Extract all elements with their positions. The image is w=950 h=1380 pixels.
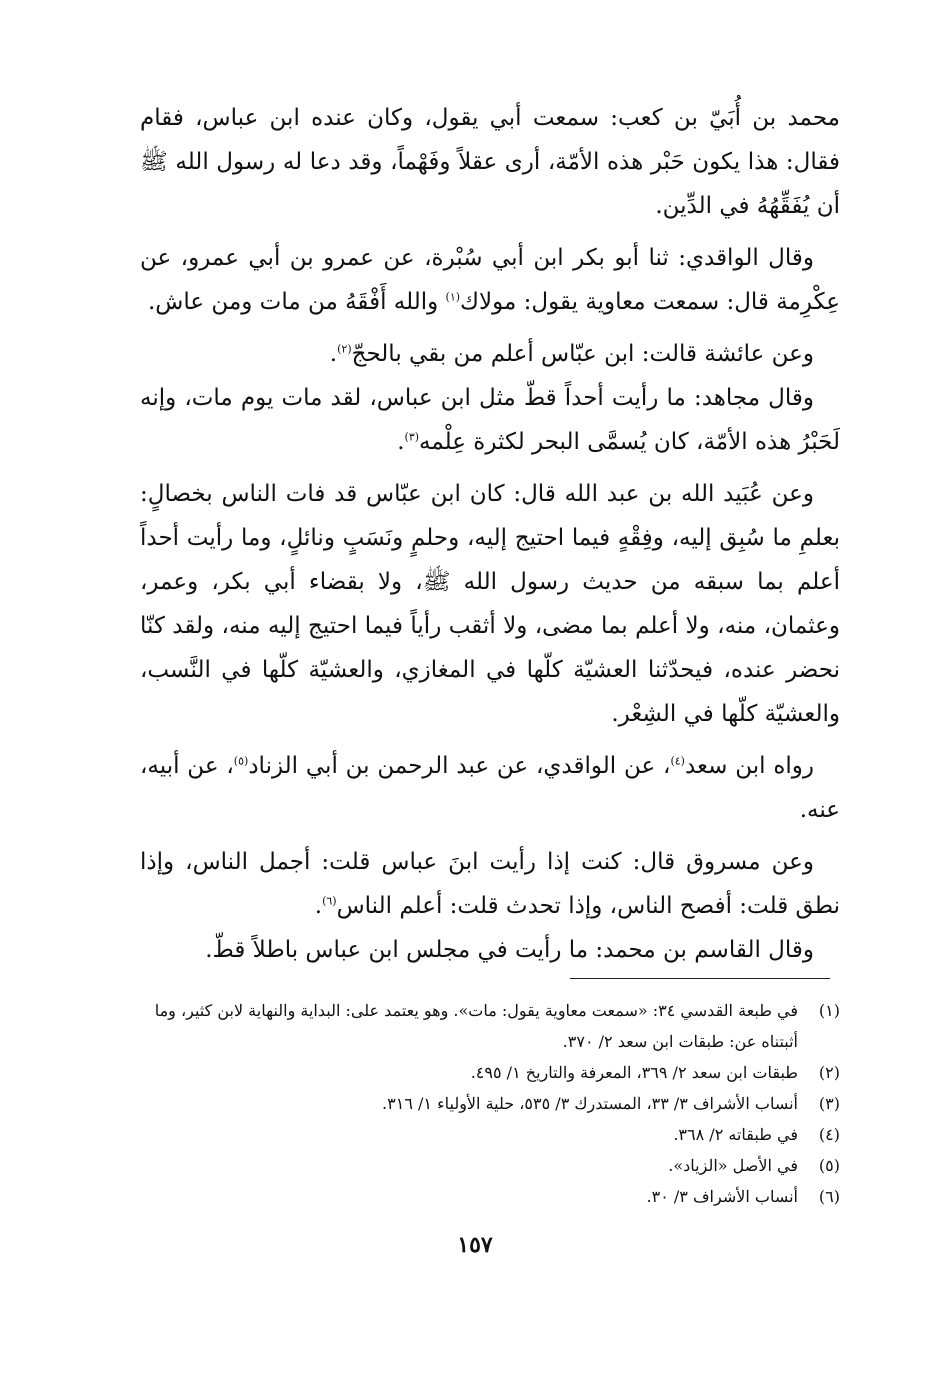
footnote-marker[interactable]: (٣)	[404, 430, 420, 444]
paragraph-text: ، عن الواقدي، عن عبد الرحمن بن أبي الزناد	[248, 753, 671, 779]
footnote-text: في طبقاته ٢/ ٣٦٨.	[673, 1125, 798, 1144]
paragraph-text: وعن عُبَيد الله بن عبد الله قال: كان ابن عبّاس قد فات الناس بخصالٍ: بعلمِ ما سُبِق إليه، وفِقْهٍ فيما احتيج إليه، وحلمٍ ونَسَبٍ ونائلٍ، وما رأيت أحداً أعلم بما سبقه من حديث رسول الله ﷺ، ولا بقضاء أبي بكر، وعمر، وعثمان، منه، ولا أعلم بما مضى، ولا أثقب رأياً فيما احتيج إليه منه، ولقد كنّا نحضر عنده، فيحدّثنا العشيّة كلّها في المغازي، والعشيّة كلّها في النَّسب، والعشيّة كلّها في الشِعْر.	[140, 481, 840, 727]
paragraph	[140, 96, 840, 228]
paragraph-text: .	[329, 341, 338, 367]
footnote	[140, 1088, 840, 1119]
footnote-number: (٤)	[818, 1125, 840, 1144]
footnote-marker[interactable]: (١)	[445, 290, 461, 304]
footnote	[140, 1057, 840, 1088]
footnote-text: طبقات ابن سعد ٢/ ٣٦٩، المعرفة والتاريخ ١/ ٤٩٥.	[470, 1063, 798, 1082]
paragraph	[140, 928, 840, 972]
paragraph-text: ، عن أبيه، عنه.	[140, 753, 840, 823]
footnote-text: في طبعة القدسي ٣٤: «سمعت معاوية يقول: مات». وهو يعتمد على: البداية والنهاية لابن كثير، وما أثبتناه عن: طبقات ابن سعد ٢/ ٣٧٠.	[154, 1001, 798, 1051]
footnote-number: (١)	[818, 1001, 840, 1020]
footnote-marker[interactable]: (٢)	[337, 342, 352, 356]
footnote-text: في الأصل «الزياد».	[668, 1156, 798, 1175]
footnote-text: أنساب الأشراف ٣/ ٣٣، المستدرك ٣/ ٥٣٥، حلية الأولياء ١/ ٣١٦.	[382, 1094, 798, 1113]
paragraph-text: وعن مسروق قال: كنت إذا رأيت ابنَ عباس قلت: أجمل الناس، وإذا نطق قلت: أفصح الناس، وإذا تحدث قلت: أعلم الناس	[140, 849, 840, 919]
paragraph-text: وقال الواقدي: ثنا أبو بكر ابن أبي سُبْرة، عن عمرو بن أبي عمرو، عن عِكْرِمة قال: سمعت معاوية يقول: مولاك	[140, 245, 840, 315]
paragraph-text: وقال القاسم بن محمد: ما رأيت في مجلس ابن عباس باطلاً قطّ.	[205, 937, 814, 963]
footnotes	[140, 995, 840, 1212]
paragraph-text: وعن عائشة قالت: ابن عبّاس أعلم من بقي بالحجّ	[351, 341, 814, 367]
paragraph	[140, 236, 840, 324]
footnote	[140, 1181, 840, 1212]
footnote-number: (٢)	[818, 1063, 840, 1082]
paragraph-text: وقال مجاهد: ما رأيت أحداً قطّ مثل ابن عباس، لقد مات يوم مات، وإنه لَحَبْرُ هذه الأمّة، كان يُسمَّى البحر لكثرة عِلْمه	[140, 385, 840, 455]
footnote-number: (٦)	[818, 1187, 840, 1206]
main-text	[140, 96, 840, 980]
page-number: ١٥٧	[457, 1232, 493, 1258]
paragraph-text: .	[397, 429, 405, 455]
footnote-marker[interactable]: (٥)	[233, 754, 249, 768]
footnote-number: (٥)	[818, 1156, 840, 1175]
paragraph	[140, 840, 840, 928]
footnote-marker[interactable]: (٤)	[670, 754, 685, 768]
footnote	[140, 1119, 840, 1150]
footnote	[140, 995, 840, 1057]
footnote-marker[interactable]: (٦)	[322, 894, 337, 908]
paragraph	[140, 332, 840, 376]
footnote	[140, 1150, 840, 1181]
paragraph-text: .	[314, 893, 323, 919]
paragraph-text: والله أَفْقَهُ من مات ومن عاش.	[148, 289, 446, 315]
paragraph-text: رواه ابن سعد	[684, 753, 814, 779]
footnote-text: أنساب الأشراف ٣/ ٣٠.	[646, 1187, 798, 1206]
paragraph	[140, 376, 840, 464]
paragraph	[140, 472, 840, 736]
paragraph-text: محمد بن أُبَيّ بن كعب: سمعت أبي يقول، وكان عنده ابن عباس، فقام فقال: هذا يكون حَبْر هذه الأمّة، أرى عقلاً وفَهْماً، وقد دعا له رسول الله ﷺ أن يُفَقِّهُهُ في الدِّين.	[140, 105, 840, 219]
footnote-number: (٣)	[818, 1094, 840, 1113]
footnote-divider	[570, 978, 830, 979]
paragraph	[140, 744, 840, 832]
